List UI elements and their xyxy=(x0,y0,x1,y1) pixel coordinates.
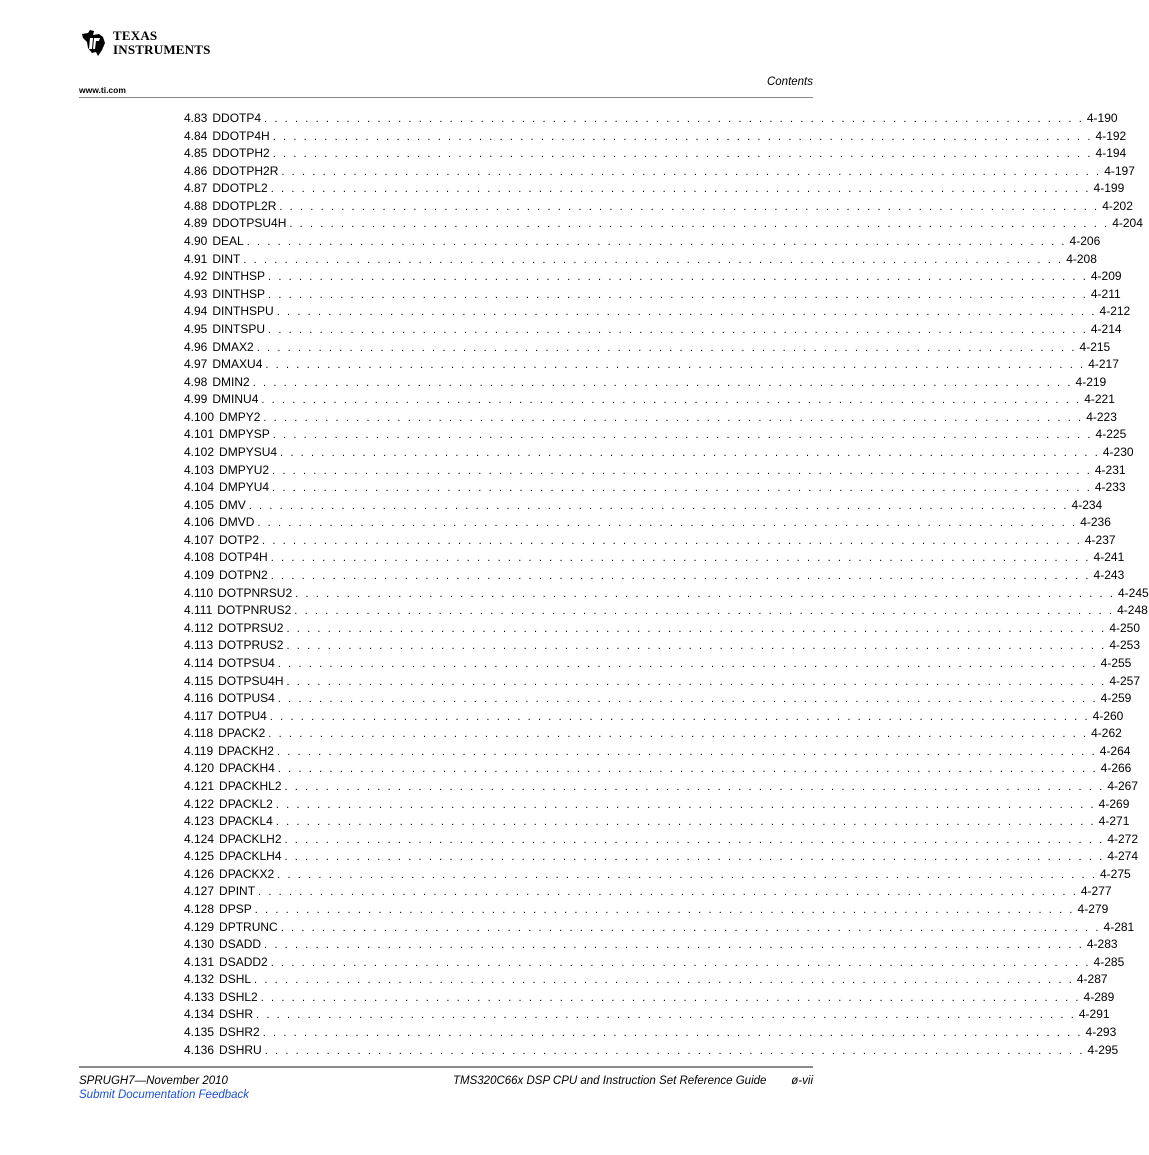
toc-entry-page: 4-204 xyxy=(1112,216,1143,231)
toc-dot-leader: . . . . . . . . . . . . . . . . . . . . . . . . . . . . . . . . . . . . . . . . . . . . . . . . . . . . . . . . . . . . . . . . . . . . . . . . . . . . . . . . xyxy=(280,921,1101,934)
toc-entry-number: 4.83 xyxy=(184,111,208,125)
toc-entry[interactable] xyxy=(184,497,1103,515)
toc-entry[interactable] xyxy=(184,145,1127,163)
section-title: Contents xyxy=(766,76,813,88)
toc-dot-leader: . . . . . . . . . . . . . . . . . . . . . . . . . . . . . . . . . . . . . . . . . . . . . . . . . . . . . . . . . . . . . . . . . . . . . . . . . . . . . . . . xyxy=(277,693,1098,706)
toc-entry[interactable] xyxy=(184,426,1127,444)
toc-entry[interactable] xyxy=(184,708,1124,726)
toc-entry-title: DMPYU2 xyxy=(219,462,270,477)
toc-entry-page: 4-259 xyxy=(1100,691,1132,706)
toc-entry-page: 4-241 xyxy=(1093,550,1125,565)
toc-entry-title: DINTHSP xyxy=(212,269,266,284)
ti-logo-wordmark: TEXAS INSTRUMENTS xyxy=(113,28,211,57)
toc-dot-leader: . . . . . . . . . . . . . . . . . . . . . . . . . . . . . . . . . . . . . . . . . . . . . . . . . . . . . . . . . . . . . . . . . . . . . . . . . . . . . . . . xyxy=(261,394,1082,407)
toc-entry-page: 4-211 xyxy=(1090,286,1121,301)
toc-entry[interactable] xyxy=(184,883,1112,901)
toc-dot-leader: . . . . . . . . . . . . . . . . . . . . . . . . . . . . . . . . . . . . . . . . . . . . . . . . . . . . . . . . . . . . . . . . . . . . . . . . . . . . . . . . xyxy=(284,833,1105,846)
toc-entry[interactable] xyxy=(184,971,1108,989)
toc-entry-page: 4-262 xyxy=(1091,726,1122,741)
toc-entry-title: DOTPUS4 xyxy=(218,691,275,706)
toc-entry-page: 4-285 xyxy=(1093,954,1125,969)
toc-entry-title: DPSP xyxy=(219,902,252,917)
toc-entry[interactable] xyxy=(184,585,1149,603)
toc-entry-page: 4-243 xyxy=(1093,568,1125,583)
toc-entry[interactable] xyxy=(184,813,1130,831)
toc-dot-leader: . . . . . . . . . . . . . . . . . . . . . . . . . . . . . . . . . . . . . . . . . . . . . . . . . . . . . . . . . . . . . . . . . . . . . . . . . . . . . . . . xyxy=(254,904,1075,917)
toc-entry[interactable] xyxy=(184,637,1141,655)
toc-entry-page: 4-192 xyxy=(1095,128,1127,143)
toc-entry-number: 4.134 xyxy=(184,1007,215,1022)
toc-entry-number: 4.108 xyxy=(184,550,215,565)
toc-entry-page: 4-283 xyxy=(1086,937,1118,952)
toc-dot-leader: . . . . . . . . . . . . . . . . . . . . . . . . . . . . . . . . . . . . . . . . . . . . . . . . . . . . . . . . . . . . . . . . . . . . . . . . . . . . . . . . xyxy=(264,113,1084,125)
toc-dot-leader: . . . . . . . . . . . . . . . . . . . . . . . . . . . . . . . . . . . . . . . . . . . . . . . . . . . . . . . . . . . . . . . . . . . . . . . . . . . . . . . . xyxy=(270,183,1091,196)
toc-dot-leader: . . . . . . . . . . . . . . . . . . . . . . . . . . . . . . . . . . . . . . . . . . . . . . . . . . . . . . . . . . . . . . . . . . . . . . . . . . . . . . . . xyxy=(272,464,1092,477)
ti-logo xyxy=(79,28,211,58)
toc-entry-title: DSADD2 xyxy=(219,954,268,969)
toc-entry-title: DOTP2 xyxy=(219,532,260,547)
toc-entry-title: DOTPNRSU2 xyxy=(218,585,293,600)
toc-dot-leader: . . . . . . . . . . . . . . . . . . . . . . . . . . . . . . . . . . . . . . . . . . . . . . . . . . . . . . . . . . . . . . . . . . . . . . . . . . . . . . . . xyxy=(257,517,1078,530)
toc-entry-number: 4.109 xyxy=(184,568,215,583)
toc-entry-number: 4.116 xyxy=(184,691,214,706)
toc-dot-leader: . . . . . . . . . . . . . . . . . . . . . . . . . . . . . . . . . . . . . . . . . . . . . . . . . . . . . . . . . . . . . . . . . . . . . . . . . . . . . . . . xyxy=(286,675,1107,688)
toc-entry[interactable] xyxy=(184,690,1132,708)
toc-entry-number: 4.106 xyxy=(184,515,215,530)
toc-entry-page: 4-237 xyxy=(1084,532,1116,547)
toc-dot-leader: . . . . . . . . . . . . . . . . . . . . . . . . . . . . . . . . . . . . . . . . . . . . . . . . . . . . . . . . . . . . . . . . . . . . . . . . . . . . . . . . xyxy=(262,534,1082,547)
toc-entry[interactable] xyxy=(184,743,1131,761)
toc-entry-number: 4.133 xyxy=(184,989,215,1004)
toc-entry-page: 4-234 xyxy=(1071,497,1103,512)
toc-entry-number: 4.112 xyxy=(184,620,214,635)
toc-entry-number: 4.130 xyxy=(184,937,215,952)
toc-entry-title: DMINU4 xyxy=(212,392,259,407)
toc-entry[interactable] xyxy=(184,339,1111,357)
toc-entry-title: DDOTPSU4H xyxy=(212,216,287,231)
toc-entry[interactable] xyxy=(184,1042,1119,1060)
toc-dot-leader: . . . . . . . . . . . . . . . . . . . . . . . . . . . . . . . . . . . . . . . . . . . . . . . . . . . . . . . . . . . . . . . . . . . . . . . . . . . . . . . . xyxy=(268,323,1088,336)
toc-entry-number: 4.97 xyxy=(184,357,208,372)
footer-doc-id: SPRUGH7—November 2010 xyxy=(79,1075,228,1087)
toc-entry-number: 4.120 xyxy=(184,761,215,776)
toc-entry-number: 4.118 xyxy=(184,726,214,741)
toc-entry[interactable] xyxy=(184,303,1131,321)
toc-entry-number: 4.92 xyxy=(184,269,208,284)
toc-entry-page: 4-219 xyxy=(1075,374,1107,389)
toc-entry-page: 4-272 xyxy=(1107,831,1139,846)
toc-entry-number: 4.117 xyxy=(184,708,214,723)
toc-entry[interactable] xyxy=(184,901,1109,919)
toc-entry-page: 4-274 xyxy=(1107,849,1139,864)
toc-entry-title: DMPYU4 xyxy=(219,480,270,495)
toc-entry-page: 4-260 xyxy=(1092,708,1124,723)
toc-entry-number: 4.135 xyxy=(184,1025,215,1040)
toc-entry-number: 4.132 xyxy=(184,972,215,987)
toc-entry[interactable] xyxy=(184,444,1134,462)
header-rule xyxy=(79,97,813,98)
toc-entry-title: DPACK2 xyxy=(218,726,266,741)
toc-entry-title: DINTSPU xyxy=(212,321,266,336)
toc-entry[interactable] xyxy=(184,866,1131,884)
toc-entry-number: 4.126 xyxy=(184,866,215,881)
toc-entry[interactable] xyxy=(184,215,1143,233)
toc-entry-number: 4.104 xyxy=(184,480,215,495)
toc-entry-title: DMAXU4 xyxy=(212,357,263,372)
toc-entry-title: DMPYSP xyxy=(219,427,270,442)
toc-entry-title: DOTPRSU2 xyxy=(218,620,284,635)
toc-entry-page: 4-289 xyxy=(1083,989,1115,1004)
toc-dot-leader: . . . . . . . . . . . . . . . . . . . . . . . . . . . . . . . . . . . . . . . . . . . . . . . . . . . . . . . . . . . . . . . . . . . . . . . . . . . . . . . . xyxy=(279,200,1100,213)
toc-entry-page: 4-269 xyxy=(1098,796,1130,811)
toc-entry[interactable] xyxy=(184,848,1139,866)
table-of-contents xyxy=(184,110,1149,1059)
toc-entry[interactable] xyxy=(184,620,1141,638)
toc-entry-title: DSADD xyxy=(219,937,262,952)
site-url-link[interactable]: www.ti.com xyxy=(79,85,126,95)
toc-entry-page: 4-231 xyxy=(1094,462,1126,477)
toc-entry-title: DMVD xyxy=(219,515,255,530)
toc-entry-number: 4.123 xyxy=(184,814,215,829)
toc-entry-title: DPINT xyxy=(219,884,256,899)
toc-entry-title: DMIN2 xyxy=(212,374,250,389)
toc-entry-page: 4-217 xyxy=(1088,357,1119,372)
toc-entry-page: 4-275 xyxy=(1100,866,1131,881)
toc-entry[interactable] xyxy=(184,163,1135,181)
toc-entry[interactable] xyxy=(184,796,1130,814)
toc-entry[interactable] xyxy=(184,1024,1117,1042)
toc-entry-title: DDOTP4 xyxy=(212,111,262,125)
toc-entry-page: 4-209 xyxy=(1090,269,1122,284)
toc-entry-number: 4.100 xyxy=(184,409,215,424)
toc-entry[interactable] xyxy=(184,268,1122,286)
toc-entry[interactable] xyxy=(184,128,1127,146)
toc-entry[interactable] xyxy=(184,356,1119,374)
toc-dot-leader: . . . . . . . . . . . . . . . . . . . . . . . . . . . . . . . . . . . . . . . . . . . . . . . . . . . . . . . . . . . . . . . . . . . . . . . . . . . . . . . . xyxy=(254,974,1074,987)
toc-entry-title: DOTPN2 xyxy=(219,568,268,583)
toc-dot-leader: . . . . . . . . . . . . . . . . . . . . . . . . . . . . . . . . . . . . . . . . . . . . . . . . . . . . . . . . . . . . . . . . . . . . . . . . . . . . . . . . xyxy=(268,271,1088,284)
toc-entry-number: 4.127 xyxy=(184,884,215,899)
toc-entry-number: 4.94 xyxy=(184,304,208,319)
toc-entry-number: 4.84 xyxy=(184,128,208,143)
toc-dot-leader: . . . . . . . . . . . . . . . . . . . . . . . . . . . . . . . . . . . . . . . . . . . . . . . . . . . . . . . . . . . . . . . . . . . . . . . . . . . . . . . . xyxy=(277,868,1097,881)
toc-entry-page: 4-293 xyxy=(1085,1025,1117,1040)
toc-entry-number: 4.131 xyxy=(184,954,215,969)
toc-entry-page: 4-194 xyxy=(1095,146,1127,161)
toc-entry-number: 4.113 xyxy=(184,638,214,653)
toc-entry-page: 4-295 xyxy=(1087,1042,1119,1057)
toc-entry-number: 4.105 xyxy=(184,497,215,512)
footer-rule xyxy=(79,1066,813,1068)
toc-entry[interactable] xyxy=(184,391,1115,409)
toc-entry[interactable] xyxy=(184,479,1126,497)
toc-entry-title: DOTPU4 xyxy=(218,708,267,723)
toc-entry-page: 4-267 xyxy=(1107,778,1139,793)
toc-dot-leader: . . . . . . . . . . . . . . . . . . . . . . . . . . . . . . . . . . . . . . . . . . . . . . . . . . . . . . . . . . . . . . . . . . . . . . . . . . . . . . . . xyxy=(286,622,1107,635)
toc-entry-page: 4-277 xyxy=(1080,884,1112,899)
toc-dot-leader: . . . . . . . . . . . . . . . . . . . . . . . . . . . . . . . . . . . . . . . . . . . . . . . . . . . . . . . . . . . . . . . . . . . . . . . . . . . . . . . . xyxy=(252,376,1073,389)
toc-dot-leader: . . . . . . . . . . . . . . . . . . . . . . . . . . . . . . . . . . . . . . . . . . . . . . . . . . . . . . . . . . . . . . . . . . . . . . . . . . . . . . . . xyxy=(276,745,1097,758)
toc-entry-page: 4-264 xyxy=(1099,743,1131,758)
toc-entry[interactable] xyxy=(184,989,1115,1007)
toc-entry-number: 4.111 xyxy=(184,603,213,618)
toc-entry-page: 4-266 xyxy=(1100,761,1132,776)
toc-entry-title: DMAX2 xyxy=(212,339,254,354)
ti-logo-icon xyxy=(79,28,109,58)
toc-entry-page: 4-281 xyxy=(1103,919,1135,934)
toc-entry[interactable] xyxy=(184,954,1125,972)
toc-entry-number: 4.124 xyxy=(184,831,215,846)
toc-entry-number: 4.110 xyxy=(184,585,214,600)
toc-entry[interactable] xyxy=(184,409,1117,427)
toc-entry-page: 4-253 xyxy=(1109,638,1141,653)
toc-entry-page: 4-279 xyxy=(1077,902,1109,917)
toc-entry-page: 4-245 xyxy=(1117,585,1149,600)
toc-entry-title: DOTPSU4H xyxy=(218,673,284,688)
toc-entry-number: 4.93 xyxy=(184,286,208,301)
toc-entry-number: 4.86 xyxy=(184,163,208,178)
toc-dot-leader: . . . . . . . . . . . . . . . . . . . . . . . . . . . . . . . . . . . . . . . . . . . . . . . . . . . . . . . . . . . . . . . . . . . . . . . . . . . . . . . . xyxy=(246,236,1067,249)
toc-dot-leader: . . . . . . . . . . . . . . . . . . . . . . . . . . . . . . . . . . . . . . . . . . . . . . . . . . . . . . . . . . . . . . . . . . . . . . . . . . . . . . . . xyxy=(280,446,1100,459)
toc-entry-number: 4.87 xyxy=(184,181,208,196)
footer-page-number: ø-vii xyxy=(791,1075,813,1087)
toc-entry[interactable] xyxy=(184,1006,1110,1024)
toc-entry-page: 4-212 xyxy=(1099,304,1131,319)
toc-entry-page: 4-223 xyxy=(1086,409,1117,424)
toc-dot-leader: . . . . . . . . . . . . . . . . . . . . . . . . . . . . . . . . . . . . . . . . . . . . . . . . . . . . . . . . . . . . . . . . . . . . . . . . . . . . . . . . xyxy=(243,253,1064,266)
toc-entry[interactable] xyxy=(184,549,1125,567)
toc-dot-leader: . . . . . . . . . . . . . . . . . . . . . . . . . . . . . . . . . . . . . . . . . . . . . . . . . . . . . . . . . . . . . . . . . . . . . . . . . . . . . . . . xyxy=(294,605,1115,618)
toc-entry-number: 4.125 xyxy=(184,849,215,864)
toc-entry[interactable] xyxy=(184,778,1139,796)
toc-entry[interactable] xyxy=(184,462,1126,480)
toc-entry-number: 4.129 xyxy=(184,919,215,934)
toc-entry-number: 4.88 xyxy=(184,198,208,213)
toc-entry-page: 4-257 xyxy=(1109,673,1141,688)
toc-dot-leader: . . . . . . . . . . . . . . . . . . . . . . . . . . . . . . . . . . . . . . . . . . . . . . . . . . . . . . . . . . . . . . . . . . . . . . . . . . . . . . . . xyxy=(268,728,1089,741)
toc-dot-leader: . . . . . . . . . . . . . . . . . . . . . . . . . . . . . . . . . . . . . . . . . . . . . . . . . . . . . . . . . . . . . . . . . . . . . . . . . . . . . . . . xyxy=(269,710,1090,723)
toc-entry-number: 4.107 xyxy=(184,532,215,547)
toc-entry-title: DPACKH2 xyxy=(218,743,274,758)
toc-entry-title: DPACKX2 xyxy=(219,866,275,881)
toc-entry-number: 4.102 xyxy=(184,444,215,459)
toc-dot-leader: . . . . . . . . . . . . . . . . . . . . . . . . . . . . . . . . . . . . . . . . . . . . . . . . . . . . . . . . . . . . . . . . . . . . . . . . . . . . . . . . xyxy=(270,552,1091,565)
toc-entry-page: 4-250 xyxy=(1109,620,1141,635)
toc-entry-number: 4.85 xyxy=(184,146,208,161)
toc-dot-leader: . . . . . . . . . . . . . . . . . . . . . . . . . . . . . . . . . . . . . . . . . . . . . . . . . . . . . . . . . . . . . . . . . . . . . . . . . . . . . . . . xyxy=(265,359,1086,372)
toc-entry-page: 4-230 xyxy=(1102,444,1134,459)
toc-entry-title: DPACKH4 xyxy=(219,761,275,776)
toc-entry-number: 4.128 xyxy=(184,902,215,917)
toc-dot-leader: . . . . . . . . . . . . . . . . . . . . . . . . . . . . . . . . . . . . . . . . . . . . . . . . . . . . . . . . . . . . . . . . . . . . . . . . . . . . . . . . xyxy=(272,130,1093,143)
toc-entry[interactable] xyxy=(184,602,1148,620)
toc-dot-leader: . . . . . . . . . . . . . . . . . . . . . . . . . . . . . . . . . . . . . . . . . . . . . . . . . . . . . . . . . . . . . . . . . . . . . . . . . . . . . . . . xyxy=(272,482,1092,495)
toc-entry[interactable] xyxy=(184,286,1121,304)
toc-entry-page: 4-202 xyxy=(1102,198,1133,213)
toc-entry-title: DDOTPL2R xyxy=(212,198,277,213)
toc-entry-page: 4-199 xyxy=(1093,181,1125,196)
toc-entry[interactable] xyxy=(184,655,1132,673)
toc-entry-title: DSHR2 xyxy=(219,1025,260,1040)
submit-feedback-link[interactable]: Submit Documentation Feedback xyxy=(79,1089,250,1101)
toc-entry-number: 4.99 xyxy=(184,392,208,407)
toc-entry-title: DDOTPH2 xyxy=(212,146,270,161)
toc-dot-leader: . . . . . . . . . . . . . . . . . . . . . . . . . . . . . . . . . . . . . . . . . . . . . . . . . . . . . . . . . . . . . . . . . . . . . . . . . . . . . . . . xyxy=(289,218,1110,231)
toc-entry-page: 4-287 xyxy=(1076,972,1108,987)
toc-entry-title: DOTPRUS2 xyxy=(218,638,284,653)
toc-entry-title: DSHR xyxy=(219,1007,254,1022)
toc-entry-page: 4-197 xyxy=(1104,163,1135,178)
toc-dot-leader: . . . . . . . . . . . . . . . . . . . . . . . . . . . . . . . . . . . . . . . . . . . . . . . . . . . . . . . . . . . . . . . . . . . . . . . . . . . . . . . . xyxy=(275,798,1096,811)
toc-entry-page: 4-215 xyxy=(1079,339,1111,354)
toc-entry-title: DPACKHL2 xyxy=(219,778,282,793)
toc-entry-number: 4.121 xyxy=(184,778,215,793)
toc-entry[interactable] xyxy=(184,936,1118,954)
toc-dot-leader: . . . . . . . . . . . . . . . . . . . . . . . . . . . . . . . . . . . . . . . . . . . . . . . . . . . . . . . . . . . . . . . . . . . . . . . . . . . . . . . . xyxy=(272,148,1093,161)
toc-entry-title: DMV xyxy=(219,497,246,512)
toc-entry-title: DINTHSPU xyxy=(212,304,274,319)
toc-entry-page: 4-233 xyxy=(1094,480,1126,495)
toc-entry[interactable] xyxy=(184,831,1139,849)
toc-entry-page: 4-190 xyxy=(1086,111,1118,125)
toc-entry-number: 4.103 xyxy=(184,462,215,477)
toc-entry-title: DOTPSU4 xyxy=(218,655,275,670)
toc-entry[interactable] xyxy=(184,110,1118,128)
toc-dot-leader: . . . . . . . . . . . . . . . . . . . . . . . . . . . . . . . . . . . . . . . . . . . . . . . . . . . . . . . . . . . . . . . . . . . . . . . . . . . . . . . . xyxy=(260,991,1081,1004)
toc-entry-page: 4-291 xyxy=(1078,1007,1110,1022)
toc-dot-leader: . . . . . . . . . . . . . . . . . . . . . . . . . . . . . . . . . . . . . . . . . . . . . . . . . . . . . . . . . . . . . . . . . . . . . . . . . . . . . . . . xyxy=(284,851,1105,864)
toc-entry-number: 4.122 xyxy=(184,796,215,811)
toc-entry-title: DPACKL2 xyxy=(219,796,273,811)
toc-entry[interactable] xyxy=(184,673,1141,691)
toc-entry-number: 4.136 xyxy=(184,1042,215,1057)
toc-entry-number: 4.115 xyxy=(184,673,214,688)
toc-entry-page: 4-206 xyxy=(1069,234,1101,249)
toc-entry-number: 4.96 xyxy=(184,339,208,354)
toc-dot-leader: . . . . . . . . . . . . . . . . . . . . . . . . . . . . . . . . . . . . . . . . . . . . . . . . . . . . . . . . . . . . . . . . . . . . . . . . . . . . . . . . xyxy=(286,640,1107,653)
toc-entry[interactable] xyxy=(184,532,1116,550)
toc-dot-leader: . . . . . . . . . . . . . . . . . . . . . . . . . . . . . . . . . . . . . . . . . . . . . . . . . . . . . . . . . . . . . . . . . . . . . . . . . . . . . . . . xyxy=(264,939,1084,952)
toc-dot-leader: . . . . . . . . . . . . . . . . . . . . . . . . . . . . . . . . . . . . . . . . . . . . . . . . . . . . . . . . . . . . . . . . . . . . . . . . . . . . . . . . xyxy=(275,816,1096,829)
toc-entry-page: 4-236 xyxy=(1080,515,1111,530)
toc-entry-page: 4-221 xyxy=(1084,392,1115,407)
toc-entry-title: DMPYSU4 xyxy=(219,444,278,459)
toc-entry[interactable] xyxy=(184,725,1122,743)
toc-dot-leader: . . . . . . . . . . . . . . . . . . . . . . . . . . . . . . . . . . . . . . . . . . . . . . . . . . . . . . . . . . . . . . . . . . . . . . . . . . . . . . . . xyxy=(276,306,1097,319)
toc-entry[interactable] xyxy=(184,233,1101,251)
toc-entry-title: DPACKL4 xyxy=(219,814,273,829)
toc-entry-number: 4.89 xyxy=(184,216,208,231)
toc-dot-leader: . . . . . . . . . . . . . . . . . . . . . . . . . . . . . . . . . . . . . . . . . . . . . . . . . . . . . . . . . . . . . . . . . . . . . . . . . . . . . . . . xyxy=(270,570,1091,583)
toc-entry-number: 4.90 xyxy=(184,234,208,249)
toc-entry[interactable] xyxy=(184,321,1122,339)
toc-entry-title: DOTP4H xyxy=(219,550,268,565)
toc-entry-number: 4.114 xyxy=(184,655,214,670)
toc-dot-leader: . . . . . . . . . . . . . . . . . . . . . . . . . . . . . . . . . . . . . . . . . . . . . . . . . . . . . . . . . . . . . . . . . . . . . . . . . . . . . . . . xyxy=(272,429,1093,442)
toc-entry-page: 4-255 xyxy=(1100,655,1132,670)
toc-entry-title: DPACKLH4 xyxy=(219,849,282,864)
toc-entry-number: 4.98 xyxy=(184,374,208,389)
toc-entry-title: DSHL2 xyxy=(219,989,258,1004)
toc-entry[interactable] xyxy=(184,514,1111,532)
toc-entry-title: DEAL xyxy=(212,234,244,249)
toc-dot-leader: . . . . . . . . . . . . . . . . . . . . . . . . . . . . . . . . . . . . . . . . . . . . . . . . . . . . . . . . . . . . . . . . . . . . . . . . . . . . . . . . xyxy=(256,341,1077,354)
toc-entry[interactable] xyxy=(184,567,1125,585)
toc-dot-leader: . . . . . . . . . . . . . . . . . . . . . . . . . . . . . . . . . . . . . . . . . . . . . . . . . . . . . . . . . . . . . . . . . . . . . . . . . . . . . . . . xyxy=(277,763,1098,776)
toc-entry-title: DDOTPL2 xyxy=(212,181,268,196)
toc-dot-leader: . . . . . . . . . . . . . . . . . . . . . . . . . . . . . . . . . . . . . . . . . . . . . . . . . . . . . . . . . . . . . . . . . . . . . . . . . . . . . . . . xyxy=(268,288,1088,301)
toc-entry-title: DSHRU xyxy=(219,1042,262,1057)
toc-entry-title: DINTHSP xyxy=(212,286,266,301)
toc-entry-page: 4-214 xyxy=(1090,321,1122,336)
toc-dot-leader: . . . . . . . . . . . . . . . . . . . . . . . . . . . . . . . . . . . . . . . . . . . . . . . . . . . . . . . . . . . . . . . . . . . . . . . . . . . . . . . . xyxy=(248,499,1069,512)
toc-entry[interactable] xyxy=(184,760,1132,778)
toc-entry-title: DPACKLH2 xyxy=(219,831,282,846)
toc-dot-leader: . . . . . . . . . . . . . . . . . . . . . . . . . . . . . . . . . . . . . . . . . . . . . . . . . . . . . . . . . . . . . . . . . . . . . . . . . . . . . . . . xyxy=(284,780,1105,793)
toc-entry[interactable] xyxy=(184,374,1107,392)
toc-entry-title: DSHL xyxy=(219,972,252,987)
toc-entry-title: DINT xyxy=(212,251,241,266)
toc-entry-number: 4.101 xyxy=(184,427,215,442)
toc-entry[interactable] xyxy=(184,919,1135,937)
toc-entry-page: 4-248 xyxy=(1117,603,1148,618)
toc-entry[interactable] xyxy=(184,198,1133,216)
toc-entry-title: DOTPNRUS2 xyxy=(217,603,292,618)
toc-dot-leader: . . . . . . . . . . . . . . . . . . . . . . . . . . . . . . . . . . . . . . . . . . . . . . . . . . . . . . . . . . . . . . . . . . . . . . . . . . . . . . . . xyxy=(256,1009,1076,1022)
toc-dot-leader: . . . . . . . . . . . . . . . . . . . . . . . . . . . . . . . . . . . . . . . . . . . . . . . . . . . . . . . . . . . . . . . . . . . . . . . . . . . . . . . . xyxy=(263,411,1084,424)
toc-dot-leader: . . . . . . . . . . . . . . . . . . . . . . . . . . . . . . . . . . . . . . . . . . . . . . . . . . . . . . . . . . . . . . . . . . . . . . . . . . . . . . . . xyxy=(277,657,1098,670)
toc-entry-title: DDOTPH2R xyxy=(212,163,279,178)
toc-dot-leader: . . . . . . . . . . . . . . . . . . . . . . . . . . . . . . . . . . . . . . . . . . . . . . . . . . . . . . . . . . . . . . . . . . . . . . . . . . . . . . . . xyxy=(264,1044,1085,1057)
toc-dot-leader: . . . . . . . . . . . . . . . . . . . . . . . . . . . . . . . . . . . . . . . . . . . . . . . . . . . . . . . . . . . . . . . . . . . . . . . . . . . . . . . . xyxy=(262,1027,1083,1040)
toc-entry-title: DMPY2 xyxy=(219,409,261,424)
toc-entry[interactable] xyxy=(184,180,1125,198)
toc-entry[interactable] xyxy=(184,251,1097,269)
toc-entry-page: 4-271 xyxy=(1098,814,1130,829)
toc-entry-title: DDOTP4H xyxy=(212,128,270,143)
toc-entry-page: 4-208 xyxy=(1066,251,1097,266)
toc-dot-leader: . . . . . . . . . . . . . . . . . . . . . . . . . . . . . . . . . . . . . . . . . . . . . . . . . . . . . . . . . . . . . . . . . . . . . . . . . . . . . . . . xyxy=(295,587,1115,600)
footer-doc-title: TMS320C66x DSP CPU and Instruction Set Reference Guide xyxy=(453,1075,767,1087)
toc-entry-number: 4.95 xyxy=(184,321,208,336)
toc-entry-page: 4-225 xyxy=(1095,427,1127,442)
toc-entry-title: DPTRUNC xyxy=(219,919,278,934)
toc-entry-number: 4.91 xyxy=(184,251,208,266)
toc-entry-number: 4.119 xyxy=(184,743,214,758)
toc-dot-leader: . . . . . . . . . . . . . . . . . . . . . . . . . . . . . . . . . . . . . . . . . . . . . . . . . . . . . . . . . . . . . . . . . . . . . . . . . . . . . . . . xyxy=(270,956,1091,969)
toc-dot-leader: . . . . . . . . . . . . . . . . . . . . . . . . . . . . . . . . . . . . . . . . . . . . . . . . . . . . . . . . . . . . . . . . . . . . . . . . . . . . . . . . xyxy=(281,165,1102,178)
toc-dot-leader: . . . . . . . . . . . . . . . . . . . . . . . . . . . . . . . . . . . . . . . . . . . . . . . . . . . . . . . . . . . . . . . . . . . . . . . . . . . . . . . . xyxy=(258,886,1078,899)
